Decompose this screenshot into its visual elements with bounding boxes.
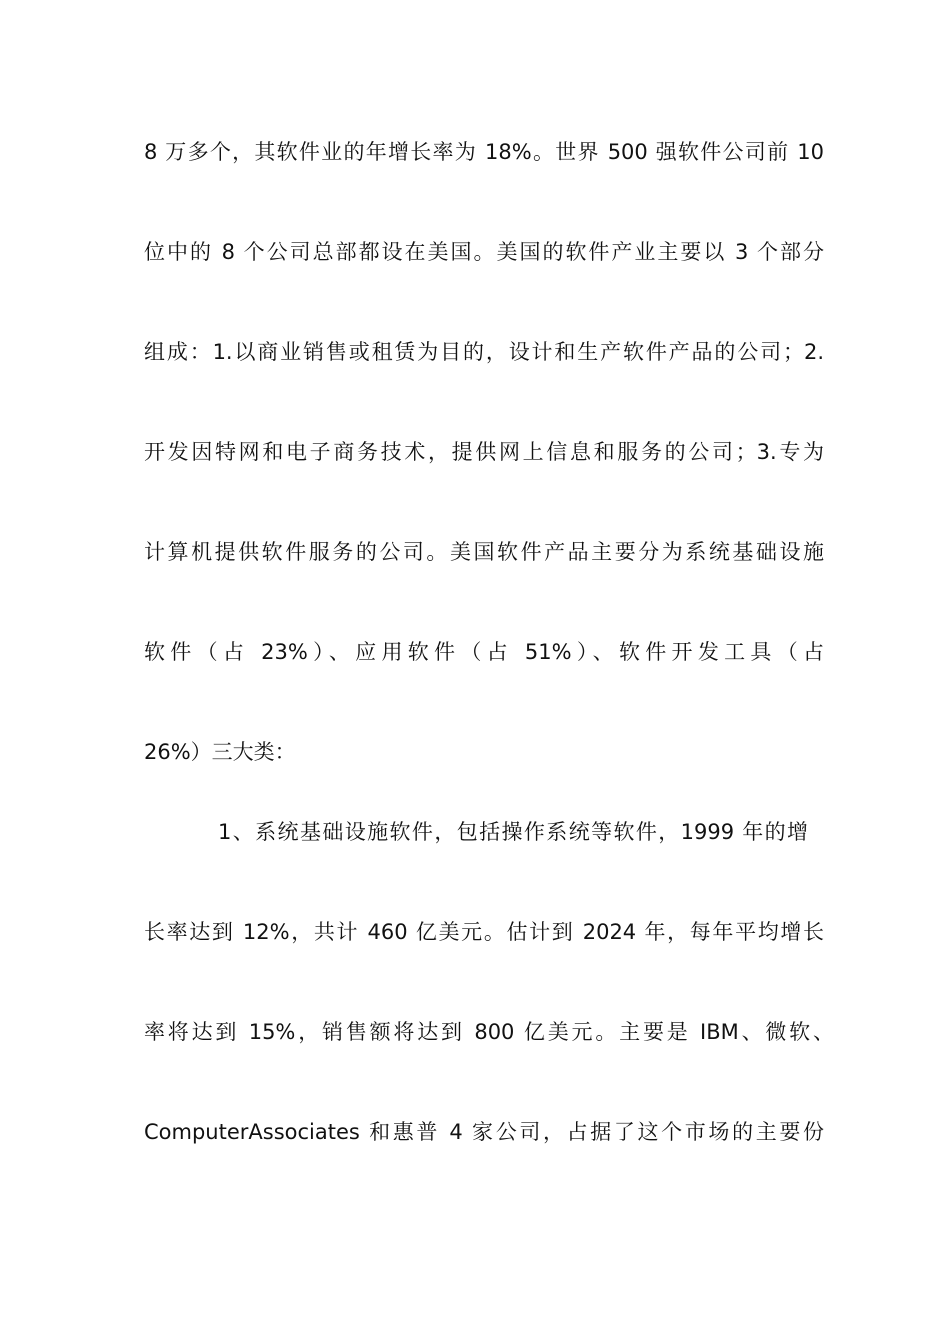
paragraph-line-2: 位中的 8 个公司总部都设在美国。美国的软件产业主要以 3 个部分 xyxy=(144,240,824,264)
paragraph-line-1: 8 万多个，其软件业的年增长率为 18%。世界 500 强软件公司前 10 xyxy=(144,140,824,164)
paragraph-line-9: 长率达到 12%，共计 460 亿美元。估计到 2024 年，每年平均增长 xyxy=(144,920,824,944)
paragraph-line-3: 组成：1.以商业销售或租赁为目的，设计和生产软件产品的公司；2. xyxy=(144,340,824,364)
paragraph-line-7: 26%）三大类： xyxy=(144,740,296,764)
paragraph-line-4: 开发因特网和电子商务技术，提供网上信息和服务的公司；3.专为 xyxy=(144,440,824,464)
paragraph-line-6: 软件（占 23%）、应用软件（占 51%）、软件开发工具（占 xyxy=(144,640,824,664)
paragraph-line-10: 率将达到 15%，销售额将达到 800 亿美元。主要是 IBM、微软、 xyxy=(144,1020,834,1044)
paragraph-line-8: 1、系统基础设施软件，包括操作系统等软件，1999 年的增 xyxy=(218,820,808,844)
paragraph-line-5: 计算机提供软件服务的公司。美国软件产品主要分为系统基础设施 xyxy=(144,540,824,564)
paragraph-line-11: ComputerAssociates 和惠普 4 家公司，占据了这个市场的主要份 xyxy=(144,1120,824,1144)
